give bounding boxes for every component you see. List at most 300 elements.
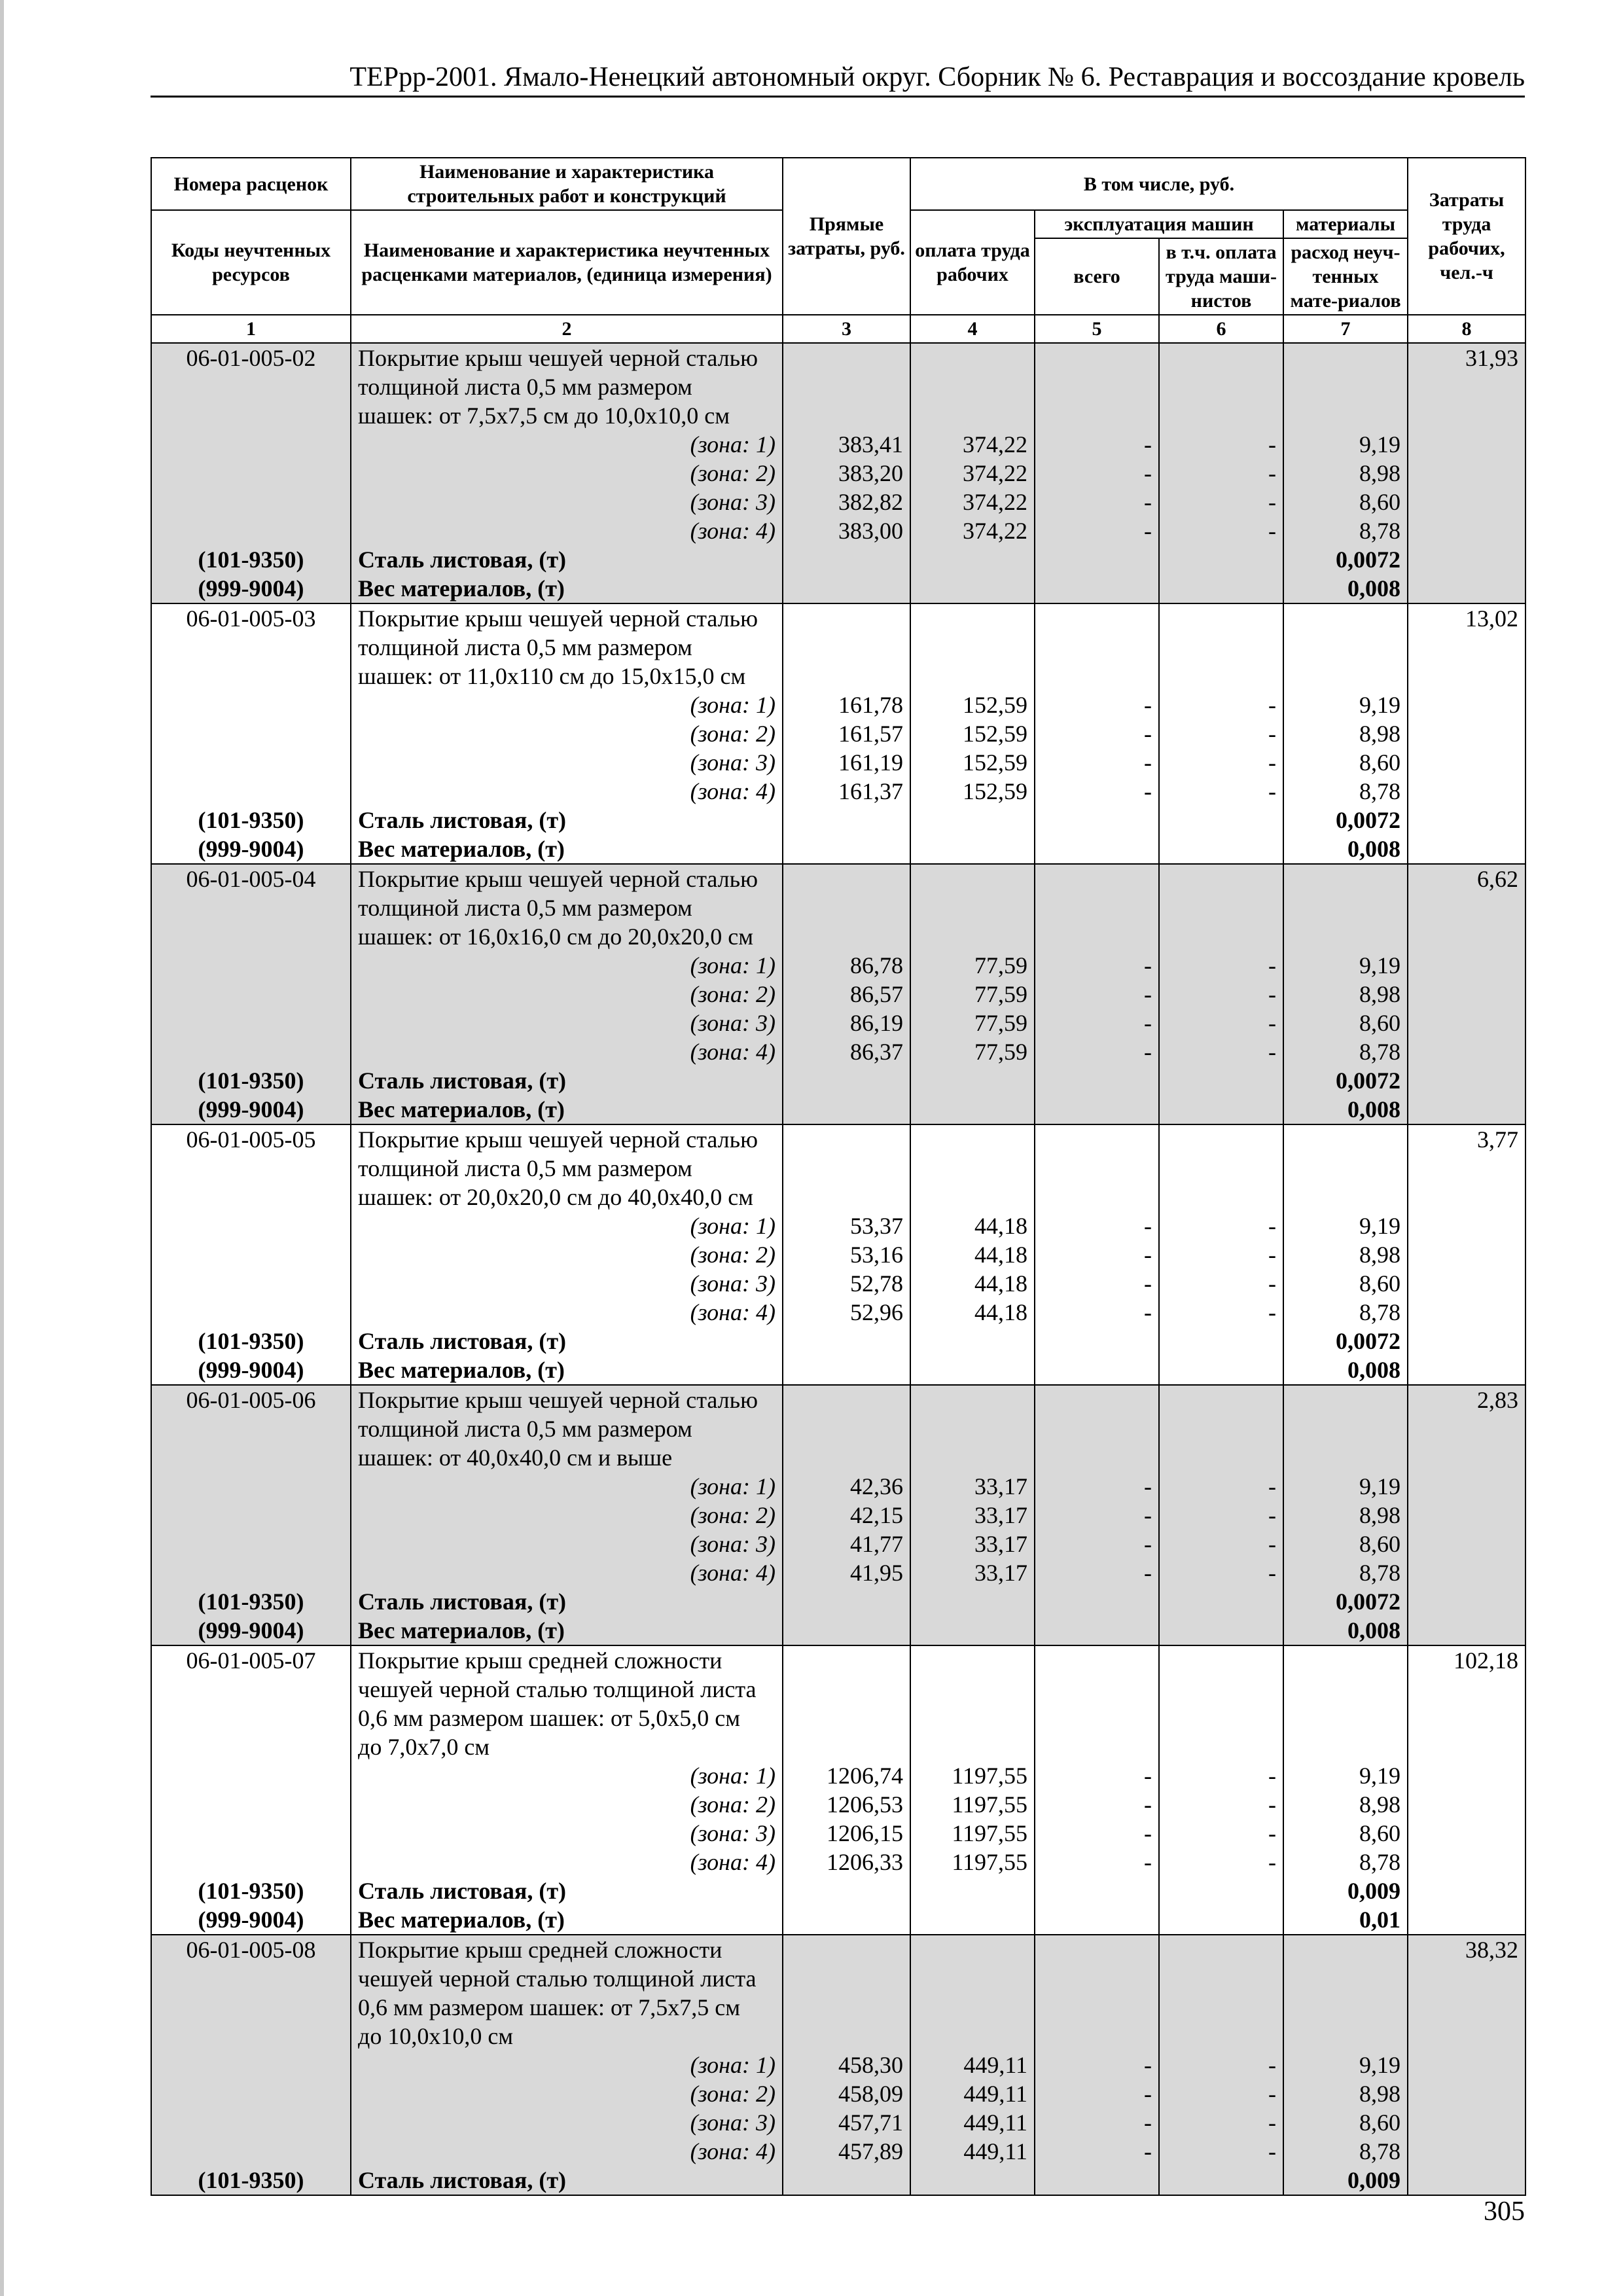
blank-line — [158, 951, 344, 980]
resource-name: Сталь листовая, (т) — [358, 1328, 567, 1354]
rates-table — [151, 157, 1526, 2196]
rate-title-line: Покрытие крыш средней сложности — [358, 1647, 722, 1674]
rate-code-cell — [151, 1935, 351, 2195]
machinist-wages-value: - — [1268, 692, 1276, 718]
rate-entry-row — [151, 1645, 1525, 1935]
blank-line — [158, 1183, 344, 1211]
blank-line — [158, 1472, 344, 1501]
header-unaccounted-materials: расход неуч-тенных мате-риалов — [1283, 238, 1408, 315]
blank-line — [158, 1732, 344, 1761]
materials-cost-value: 8,60 — [1359, 1531, 1401, 1557]
workers-wages-value: 449,11 — [963, 2138, 1027, 2164]
labor-hours-value: 2,83 — [1477, 1387, 1519, 1413]
workers-wages-value: 44,18 — [974, 1213, 1027, 1239]
resource-name: Вес материалов, (т) — [358, 1357, 565, 1383]
zone-label: (зона: 1) — [690, 1213, 776, 1239]
resource-quantity: 0,0072 — [1336, 807, 1401, 833]
zone-label: (зона: 3) — [690, 1270, 776, 1297]
materials-cost-cell — [1283, 1645, 1408, 1935]
machines-total-value: - — [1144, 721, 1152, 747]
materials-cost-value: 8,60 — [1359, 2109, 1401, 2136]
blank-line — [158, 1211, 344, 1240]
resource-name: Вес материалов, (т) — [358, 575, 565, 601]
machinist-wages-cell — [1159, 1935, 1283, 2195]
column-number: 2 — [351, 315, 783, 343]
workers-wages-value: 33,17 — [974, 1473, 1027, 1499]
blank-line — [158, 430, 344, 459]
workers-wages-value: 449,11 — [963, 2081, 1027, 2107]
zone-label: (зона: 4) — [690, 1039, 776, 1065]
labor-hours-cell — [1408, 1935, 1525, 2195]
rate-description-cell — [351, 1385, 783, 1645]
machines-total-value: - — [1144, 489, 1152, 515]
labor-hours-value: 3,77 — [1477, 1126, 1519, 1153]
workers-wages-value: 449,11 — [963, 2109, 1027, 2136]
direct-cost-value: 161,37 — [838, 778, 903, 804]
blank-line — [158, 719, 344, 748]
machinist-wages-value: - — [1268, 489, 1276, 515]
zone-label: (зона: 3) — [690, 749, 776, 776]
column-number: 6 — [1159, 315, 1283, 343]
rate-entry-row — [151, 1124, 1525, 1385]
machinist-wages-cell — [1159, 1385, 1283, 1645]
machines-total-value: - — [1144, 2138, 1152, 2164]
column-number: 1 — [151, 315, 351, 343]
machinist-wages-value: - — [1268, 1820, 1276, 1846]
direct-cost-value: 383,41 — [838, 431, 903, 457]
machines-total-value: - — [1144, 1820, 1152, 1846]
machinist-wages-value: - — [1268, 460, 1276, 486]
machines-total-cell — [1035, 343, 1159, 603]
resource-code: (999-9004) — [198, 1617, 304, 1643]
blank-line — [158, 1298, 344, 1327]
materials-cost-value: 9,19 — [1359, 692, 1401, 718]
rate-description-cell — [351, 1124, 783, 1385]
materials-cost-value: 8,98 — [1359, 1502, 1401, 1528]
workers-wages-cell — [910, 1124, 1035, 1385]
machines-total-cell — [1035, 864, 1159, 1124]
direct-cost-value: 458,09 — [838, 2081, 903, 2107]
rate-description-cell — [351, 1935, 783, 2195]
direct-cost-cell — [783, 603, 910, 864]
materials-cost-cell — [1283, 1124, 1408, 1385]
rate-title-line: толщиной листа 0,5 мм размером — [358, 1416, 692, 1442]
header-machines: эксплуатация машин — [1035, 210, 1283, 238]
rate-title-line: Покрытие крыш средней сложности — [358, 1937, 722, 1963]
resource-code: (999-9004) — [198, 1907, 304, 1933]
machinist-wages-cell — [1159, 343, 1283, 603]
direct-cost-value: 86,57 — [850, 981, 903, 1007]
blank-line — [158, 691, 344, 719]
labor-hours-value: 13,02 — [1465, 605, 1519, 632]
direct-cost-cell — [783, 1935, 910, 2195]
rate-description-cell — [351, 343, 783, 603]
direct-cost-value: 161,78 — [838, 692, 903, 718]
rate-title-line: Покрытие крыш чешуей черной сталью — [358, 605, 758, 632]
blank-line — [158, 1037, 344, 1066]
direct-cost-value: 86,78 — [850, 952, 903, 978]
direct-cost-cell — [783, 343, 910, 603]
blank-line — [158, 516, 344, 545]
machinist-wages-value: - — [1268, 2109, 1276, 2136]
materials-cost-value: 8,78 — [1359, 1560, 1401, 1586]
rate-title-line: Покрытие крыш чешуей черной сталью — [358, 1387, 758, 1413]
resource-name: Сталь листовая, (т) — [358, 807, 567, 833]
machines-total-value: - — [1144, 1242, 1152, 1268]
workers-wages-value: 374,22 — [963, 489, 1027, 515]
rate-code: 06-01-005-02 — [186, 345, 316, 371]
blank-line — [158, 1675, 344, 1704]
materials-cost-value: 9,19 — [1359, 1763, 1401, 1789]
machinist-wages-value: - — [1268, 1213, 1276, 1239]
direct-cost-value: 86,37 — [850, 1039, 903, 1065]
blank-line — [158, 459, 344, 488]
direct-cost-value: 41,77 — [850, 1531, 903, 1557]
blank-line — [158, 748, 344, 777]
zone-label: (зона: 1) — [690, 1763, 776, 1789]
materials-cost-value: 8,98 — [1359, 981, 1401, 1007]
blank-line — [158, 2137, 344, 2166]
zone-label: (зона: 2) — [690, 2081, 776, 2107]
blank-line — [158, 893, 344, 922]
machines-total-value: - — [1144, 1039, 1152, 1065]
materials-cost-value: 8,98 — [1359, 460, 1401, 486]
machinist-wages-cell — [1159, 1645, 1283, 1935]
machines-total-value: - — [1144, 1473, 1152, 1499]
rate-title-line: шашек: от 40,0x40,0 см и выше — [358, 1444, 673, 1471]
direct-cost-value: 458,30 — [838, 2052, 903, 2078]
labor-hours-cell — [1408, 864, 1525, 1124]
machines-total-value: - — [1144, 460, 1152, 486]
zone-label: (зона: 4) — [690, 2138, 776, 2164]
materials-cost-value: 9,19 — [1359, 1213, 1401, 1239]
blank-line — [158, 1761, 344, 1790]
machinist-wages-value: - — [1268, 1531, 1276, 1557]
direct-cost-value: 382,82 — [838, 489, 903, 515]
zone-label: (зона: 1) — [690, 2052, 776, 2078]
workers-wages-value: 33,17 — [974, 1531, 1027, 1557]
header-labor-hours: Затраты труда рабочих, чел.-ч — [1408, 158, 1525, 315]
rate-title-line: шашек: от 20,0x20,0 см до 40,0x40,0 см — [358, 1184, 753, 1210]
column-number: 8 — [1408, 315, 1525, 343]
direct-cost-cell — [783, 1124, 910, 1385]
zone-label: (зона: 4) — [690, 1299, 776, 1325]
header-work-name: Наименование и характеристика строительных работ и конструкций — [351, 158, 783, 210]
resource-code: (999-9004) — [198, 575, 304, 601]
workers-wages-value: 449,11 — [963, 2052, 1027, 2078]
machines-total-value: - — [1144, 749, 1152, 776]
blank-line — [158, 1558, 344, 1587]
rate-description-cell — [351, 1645, 783, 1935]
blank-line — [158, 488, 344, 516]
blank-line — [158, 1993, 344, 2022]
rate-title-line: шашек: от 11,0x110 см до 15,0x15,0 см — [358, 663, 746, 689]
materials-cost-value: 9,19 — [1359, 952, 1401, 978]
resource-name: Сталь листовая, (т) — [358, 1878, 567, 1904]
blank-line — [158, 372, 344, 401]
machinist-wages-value: - — [1268, 1473, 1276, 1499]
rate-description-cell — [351, 603, 783, 864]
header-machines-total: всего — [1035, 238, 1159, 315]
blank-line — [158, 922, 344, 951]
machinist-wages-cell — [1159, 603, 1283, 864]
rate-entry-row — [151, 603, 1525, 864]
machinist-wages-value: - — [1268, 1010, 1276, 1036]
rate-code-cell — [151, 1124, 351, 1385]
rate-description-cell — [351, 864, 783, 1124]
rate-title-line: до 7,0x7,0 см — [358, 1734, 490, 1760]
zone-label: (зона: 4) — [690, 1560, 776, 1586]
machinist-wages-value: - — [1268, 1242, 1276, 1268]
resource-quantity: 0,0072 — [1336, 1067, 1401, 1094]
machines-total-value: - — [1144, 431, 1152, 457]
zone-label: (зона: 3) — [690, 1820, 776, 1846]
rate-title-line: Покрытие крыш чешуей черной сталью — [358, 345, 758, 371]
blank-line — [158, 1964, 344, 1993]
materials-cost-value: 8,98 — [1359, 1242, 1401, 1268]
labor-hours-cell — [1408, 1124, 1525, 1385]
machines-total-value: - — [1144, 518, 1152, 544]
machinist-wages-value: - — [1268, 778, 1276, 804]
direct-cost-value: 42,36 — [850, 1473, 903, 1499]
rate-code: 06-01-005-06 — [186, 1387, 316, 1413]
rate-code: 06-01-005-04 — [186, 866, 316, 892]
header-including: В том числе, руб. — [910, 158, 1408, 210]
labor-hours-value: 31,93 — [1465, 345, 1519, 371]
blank-line — [158, 1009, 344, 1037]
resource-code: (999-9004) — [198, 1096, 304, 1122]
zone-label: (зона: 3) — [690, 1531, 776, 1557]
materials-cost-value: 8,60 — [1359, 749, 1401, 776]
direct-cost-value: 86,19 — [850, 1010, 903, 1036]
zone-label: (зона: 4) — [690, 778, 776, 804]
direct-cost-value: 1206,74 — [827, 1763, 903, 1789]
rate-title-line: 0,6 мм размером шашек: от 7,5x7,5 см — [358, 1994, 741, 2020]
direct-cost-value: 1206,33 — [827, 1849, 903, 1875]
machinist-wages-value: - — [1268, 2081, 1276, 2107]
workers-wages-value: 77,59 — [974, 952, 1027, 978]
header-machinist-wages: в т.ч. оплата труда маши-нистов — [1159, 238, 1283, 315]
machines-total-value: - — [1144, 1531, 1152, 1557]
workers-wages-cell — [910, 1645, 1035, 1935]
resource-name: Сталь листовая, (т) — [358, 1067, 567, 1094]
direct-cost-value: 41,95 — [850, 1560, 903, 1586]
rate-title-line: Покрытие крыш чешуей черной сталью — [358, 866, 758, 892]
rate-title-line: шашек: от 7,5x7,5 см до 10,0x10,0 см — [358, 403, 730, 429]
machines-total-cell — [1035, 1645, 1159, 1935]
workers-wages-value: 1197,55 — [952, 1763, 1027, 1789]
resource-code: (101-9350) — [198, 1328, 304, 1354]
blank-line — [158, 1414, 344, 1443]
table-body — [151, 343, 1525, 2195]
machines-total-cell — [1035, 1385, 1159, 1645]
machines-total-value: - — [1144, 1849, 1152, 1875]
machinist-wages-value: - — [1268, 1791, 1276, 1818]
blank-line — [158, 1240, 344, 1269]
machines-total-value: - — [1144, 1791, 1152, 1818]
machinist-wages-value: - — [1268, 431, 1276, 457]
rate-code-cell — [151, 1645, 351, 1935]
machinist-wages-value: - — [1268, 1299, 1276, 1325]
workers-wages-value: 152,59 — [963, 692, 1027, 718]
blank-line — [158, 2022, 344, 2051]
blank-line — [158, 2051, 344, 2079]
workers-wages-value: 44,18 — [974, 1270, 1027, 1297]
labor-hours-cell — [1408, 1385, 1525, 1645]
direct-cost-value: 161,19 — [838, 749, 903, 776]
materials-cost-value: 8,78 — [1359, 1849, 1401, 1875]
zone-label: (зона: 3) — [690, 1010, 776, 1036]
zone-label: (зона: 3) — [690, 489, 776, 515]
workers-wages-value: 44,18 — [974, 1299, 1027, 1325]
zone-label: (зона: 2) — [690, 1242, 776, 1268]
resource-quantity: 0,008 — [1347, 1357, 1401, 1383]
rate-title-line: толщиной листа 0,5 мм размером — [358, 1155, 692, 1181]
direct-cost-value: 1206,15 — [827, 1820, 903, 1846]
materials-cost-cell — [1283, 1385, 1408, 1645]
rate-code-cell — [151, 343, 351, 603]
resource-name: Сталь листовая, (т) — [358, 2167, 567, 2193]
blank-line — [158, 1790, 344, 1819]
materials-cost-cell — [1283, 1935, 1408, 2195]
rate-title-line: чешуей черной сталью толщиной листа — [358, 1676, 757, 1702]
page-number: 305 — [1484, 2197, 1525, 2227]
machinist-wages-value: - — [1268, 1560, 1276, 1586]
workers-wages-cell — [910, 1935, 1035, 2195]
resource-quantity: 0,008 — [1347, 836, 1401, 862]
blank-line — [158, 401, 344, 430]
workers-wages-value: 33,17 — [974, 1560, 1027, 1586]
workers-wages-value: 1197,55 — [952, 1820, 1027, 1846]
blank-line — [158, 980, 344, 1009]
rate-title-line: толщиной листа 0,5 мм размером — [358, 634, 692, 660]
machines-total-cell — [1035, 1124, 1159, 1385]
page-edge — [0, 0, 4, 2296]
rate-title-line: толщиной листа 0,5 мм размером — [358, 374, 692, 400]
blank-line — [158, 1819, 344, 1848]
header-direct-costs: Прямые затраты, руб. — [783, 158, 910, 315]
blank-line — [158, 1501, 344, 1530]
blank-line — [158, 633, 344, 662]
materials-cost-value: 8,78 — [1359, 2138, 1401, 2164]
resource-name: Вес материалов, (т) — [358, 1907, 565, 1933]
workers-wages-value: 374,22 — [963, 518, 1027, 544]
materials-cost-value: 8,60 — [1359, 489, 1401, 515]
machines-total-value: - — [1144, 952, 1152, 978]
running-header: ТЕРрр-2001. Ямало-Ненецкий автономный округ. Сборник № 6. Реставрация и воссоздание кровель — [151, 60, 1525, 98]
resource-code: (101-9350) — [198, 547, 304, 573]
blank-line — [158, 2079, 344, 2108]
zone-label: (зона: 2) — [690, 1502, 776, 1528]
workers-wages-cell — [910, 1385, 1035, 1645]
workers-wages-value: 1197,55 — [952, 1849, 1027, 1875]
blank-line — [158, 662, 344, 691]
materials-cost-value: 8,60 — [1359, 1010, 1401, 1036]
header-wages: оплата труда рабочих — [910, 210, 1035, 315]
zone-label: (зона: 2) — [690, 721, 776, 747]
machines-total-value: - — [1144, 1010, 1152, 1036]
machinist-wages-value: - — [1268, 952, 1276, 978]
machines-total-value: - — [1144, 1560, 1152, 1586]
blank-line — [158, 1443, 344, 1472]
workers-wages-value: 77,59 — [974, 981, 1027, 1007]
resource-quantity: 0,0072 — [1336, 547, 1401, 573]
resource-name: Сталь листовая, (т) — [358, 547, 567, 573]
machines-total-value: - — [1144, 1299, 1152, 1325]
blank-line — [158, 777, 344, 806]
zone-label: (зона: 1) — [690, 952, 776, 978]
materials-cost-value: 8,98 — [1359, 721, 1401, 747]
machinist-wages-value: - — [1268, 1270, 1276, 1297]
blank-line — [158, 2108, 344, 2137]
rate-code: 06-01-005-07 — [186, 1647, 316, 1674]
machinist-wages-value: - — [1268, 1763, 1276, 1789]
rate-title-line: Покрытие крыш чешуей черной сталью — [358, 1126, 758, 1153]
resource-quantity: 0,008 — [1347, 1096, 1401, 1122]
header-material-name: Наименование и характеристика неучтенных расценками материалов, (единица измерения) — [351, 210, 783, 315]
resource-name: Сталь листовая, (т) — [358, 1588, 567, 1615]
zone-label: (зона: 2) — [690, 1791, 776, 1818]
labor-hours-value: 6,62 — [1477, 866, 1519, 892]
resource-code: (101-9350) — [198, 1878, 304, 1904]
labor-hours-value: 38,32 — [1465, 1937, 1519, 1963]
header-resource-codes: Коды неучтенных ресурсов — [151, 210, 351, 315]
machinist-wages-value: - — [1268, 2052, 1276, 2078]
zone-label: (зона: 1) — [690, 431, 776, 457]
machinist-wages-value: - — [1268, 721, 1276, 747]
rate-title-line: до 10,0x10,0 см — [358, 2023, 514, 2049]
machines-total-value: - — [1144, 1213, 1152, 1239]
machines-total-value: - — [1144, 981, 1152, 1007]
materials-cost-value: 8,78 — [1359, 1299, 1401, 1325]
direct-cost-value: 457,71 — [838, 2109, 903, 2136]
workers-wages-value: 374,22 — [963, 431, 1027, 457]
direct-cost-value: 53,16 — [850, 1242, 903, 1268]
blank-line — [158, 1269, 344, 1298]
zone-label: (зона: 4) — [690, 1849, 776, 1875]
resource-name: Вес материалов, (т) — [358, 1617, 565, 1643]
direct-cost-value: 383,20 — [838, 460, 903, 486]
rate-entry-row — [151, 864, 1525, 1124]
machines-total-value: - — [1144, 2109, 1152, 2136]
direct-cost-value: 52,78 — [850, 1270, 903, 1297]
resource-code: (999-9004) — [198, 836, 304, 862]
workers-wages-cell — [910, 603, 1035, 864]
materials-cost-value: 8,78 — [1359, 778, 1401, 804]
workers-wages-value: 1197,55 — [952, 1791, 1027, 1818]
machines-total-cell — [1035, 1935, 1159, 2195]
machinist-wages-value: - — [1268, 749, 1276, 776]
zone-label: (зона: 4) — [690, 518, 776, 544]
machinist-wages-value: - — [1268, 981, 1276, 1007]
blank-line — [158, 1848, 344, 1876]
materials-cost-value: 9,19 — [1359, 2052, 1401, 2078]
machinist-wages-value: - — [1268, 2138, 1276, 2164]
direct-cost-value: 42,15 — [850, 1502, 903, 1528]
direct-cost-value: 53,37 — [850, 1213, 903, 1239]
machines-total-value: - — [1144, 692, 1152, 718]
machines-total-value: - — [1144, 2052, 1152, 2078]
materials-cost-value: 8,60 — [1359, 1820, 1401, 1846]
direct-cost-cell — [783, 1385, 910, 1645]
direct-cost-value: 52,96 — [850, 1299, 903, 1325]
workers-wages-value: 33,17 — [974, 1502, 1027, 1528]
rate-code-cell — [151, 1385, 351, 1645]
column-number: 5 — [1035, 315, 1159, 343]
zone-label: (зона: 1) — [690, 692, 776, 718]
materials-cost-value: 8,98 — [1359, 1791, 1401, 1818]
machinist-wages-cell — [1159, 864, 1283, 1124]
